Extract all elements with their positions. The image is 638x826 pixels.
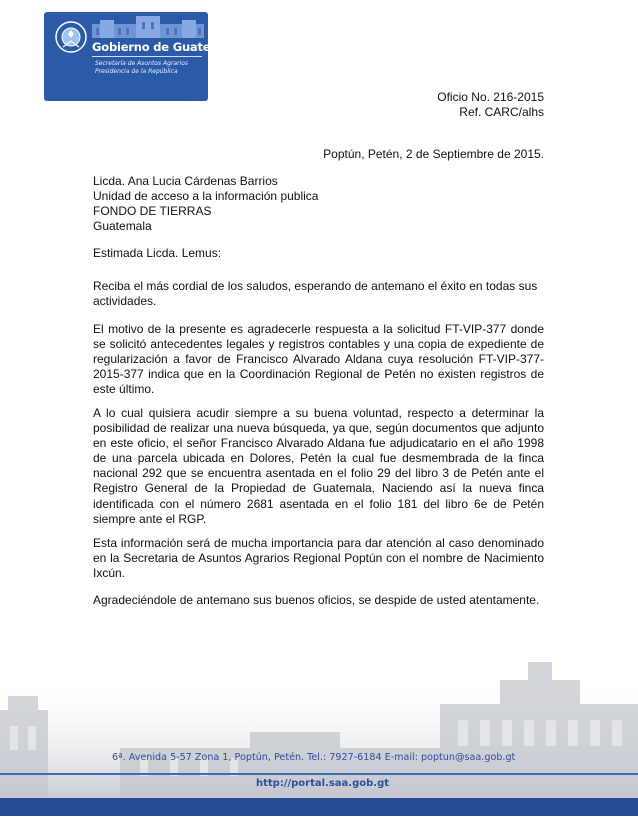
palace-skyline-icon [92,14,204,38]
logo-divider [92,56,202,57]
recipient-organization: FONDO DE TIERRAS [93,204,212,219]
greeting: Estimada Licda. Lemus: [93,246,222,260]
paragraph-request: A lo cual quisiera acudir siempre a su buena voluntad, respecto a determinar la posibilidad de realizar una nueva búsqueda, ya que, según documentos que adjunto en este oficio, el señor Francisco Alvarado Aldana fue adjudicatario en el año 1998 de una parcela ubicada en Dolores, Petén la cual fue desmembrada de la finca nacional 292 que se encuentra asentada en el folio 29 del libro 3 de Petén ante el Registro General de la Propiedad de Guatemala, Naciendo así la nueva finca identificada con el número 2681 asentada en el folio 181 del libro 6e de Petén siempre ante el RGP. [93,406,544,526]
footer-divider [0,773,638,775]
recipient-block [93,174,544,234]
recipient-name: Licda. Ana Lucia Cárdenas Barrios [93,174,278,188]
logo-subtitle-secretaria: Secretaría de Asuntos Agrarios [95,60,188,67]
footer-color-bar [0,798,638,816]
paragraph-salutation: Reciba el más cordial de los saludos, esperando de antemano el éxito en todas sus actividades. [93,279,538,309]
footer-contact-info: 6ª. Avenida 5-57 Zona 1, Poptún, Petén. Tel.: 7927-6184 E-mail: poptun@saa.gob.gt [112,752,516,763]
paragraph-importance: Esta información será de mucha importancia para dar atención al caso denominado en la Secretaria de Asuntos Agrarios Regional Poptún con el nombre de Nacimiento Ixcún. [93,536,544,581]
recipient-unit: Unidad de acceso a la información publica [93,189,319,204]
oficio-number: Oficio No. 216-2015 [437,90,544,104]
coat-of-arms-icon [54,20,88,54]
paragraph-closing: Agradeciéndole de antemano sus buenos oficios, se despide de usted atentamente. [93,593,540,607]
recipient-place: Guatemala [93,219,152,234]
paragraph-motive: El motivo de la presente es agradecerle respuesta a la solicitud FT-VIP-377 donde se solicitó antecedentes legales y registros contables y una copia de expediente de regularización a favor de Francisco Alvarado Aldana cuya resolución FT-VIP-377-2015-377 indica que en la Coordinación Regional de Petén no existen registros de este último. [93,322,544,397]
logo-subtitle-presidencia: Presidencia de la República [95,68,178,75]
logo-title: Gobierno de Guatemala [92,40,242,54]
letter-date: Poptún, Petén, 2 de Septiembre de 2015. [323,147,544,161]
reference-code: Ref. CARC/alhs [459,105,544,119]
footer-website-link[interactable]: http://portal.saa.gob.gt [256,778,390,789]
